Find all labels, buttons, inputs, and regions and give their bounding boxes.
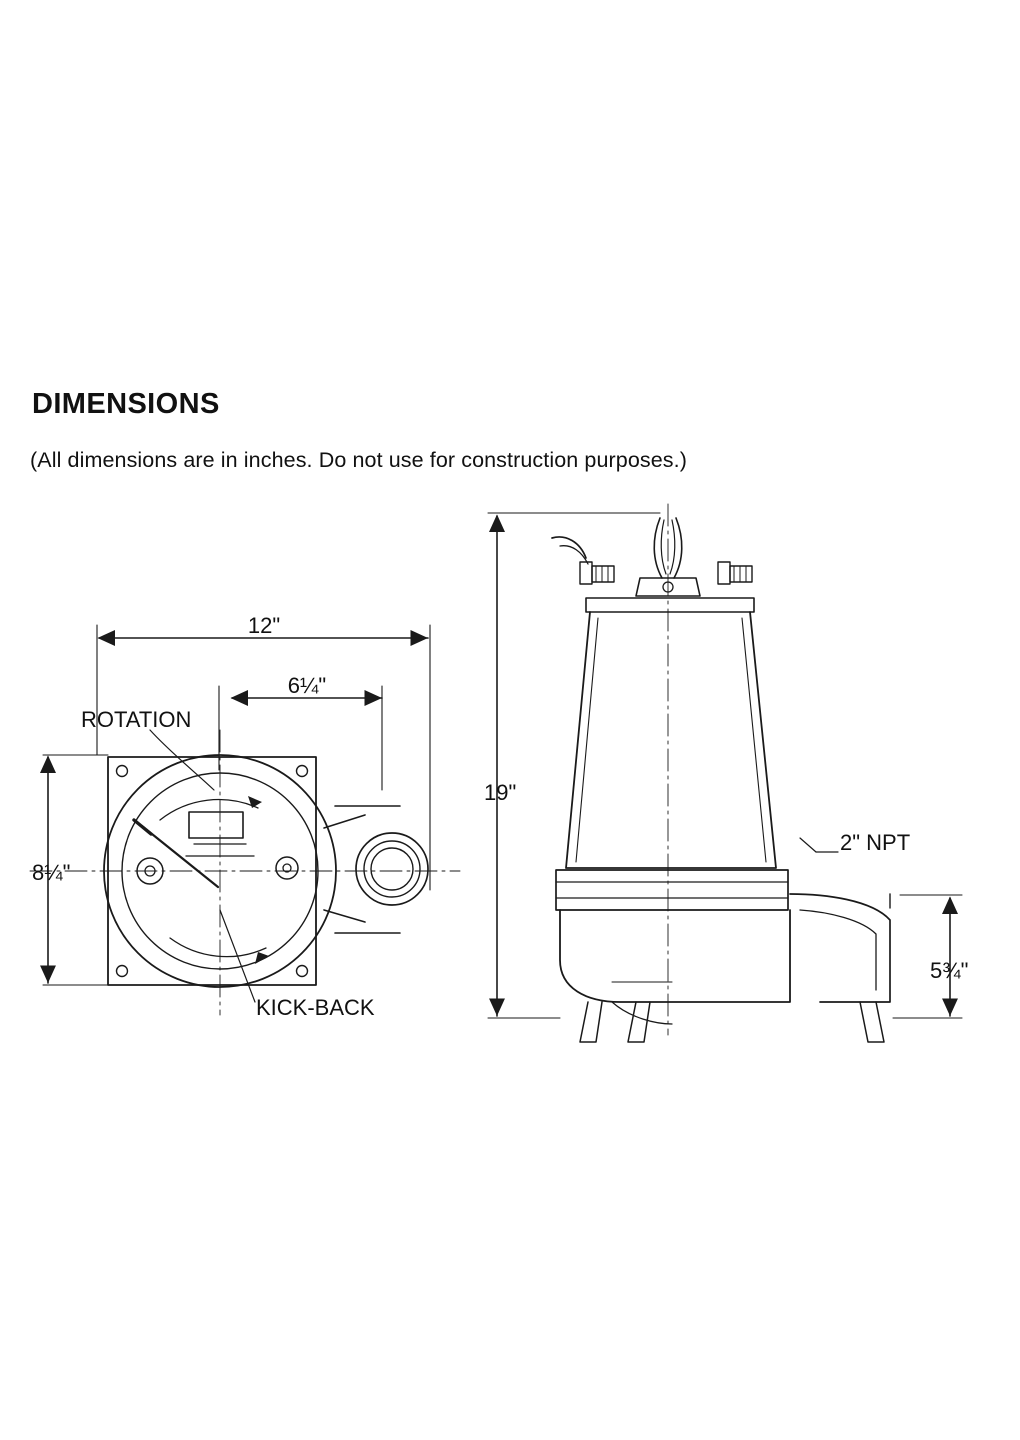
dim-discharge-center: 6¼": [287, 673, 327, 698]
top-view-group: [30, 625, 460, 1015]
dim-overall-height-top-view: 8¼": [32, 860, 71, 885]
label-rotation: ROTATION: [81, 707, 192, 732]
dimension-drawing-svg: [0, 490, 1020, 1050]
dim-overall-width: 12": [247, 613, 281, 638]
page-title: DIMENSIONS: [32, 388, 220, 420]
dim-discharge-height: 5¾": [930, 958, 969, 983]
dimension-drawing: [0, 490, 1020, 1050]
page-subtitle: (All dimensions are in inches. Do not use for construction purposes.): [30, 448, 687, 472]
dim-overall-height-side-view: 19": [484, 780, 517, 805]
label-kickback: KICK-BACK: [256, 995, 375, 1020]
side-view-group: [488, 504, 962, 1042]
label-npt: 2" NPT: [840, 830, 911, 855]
